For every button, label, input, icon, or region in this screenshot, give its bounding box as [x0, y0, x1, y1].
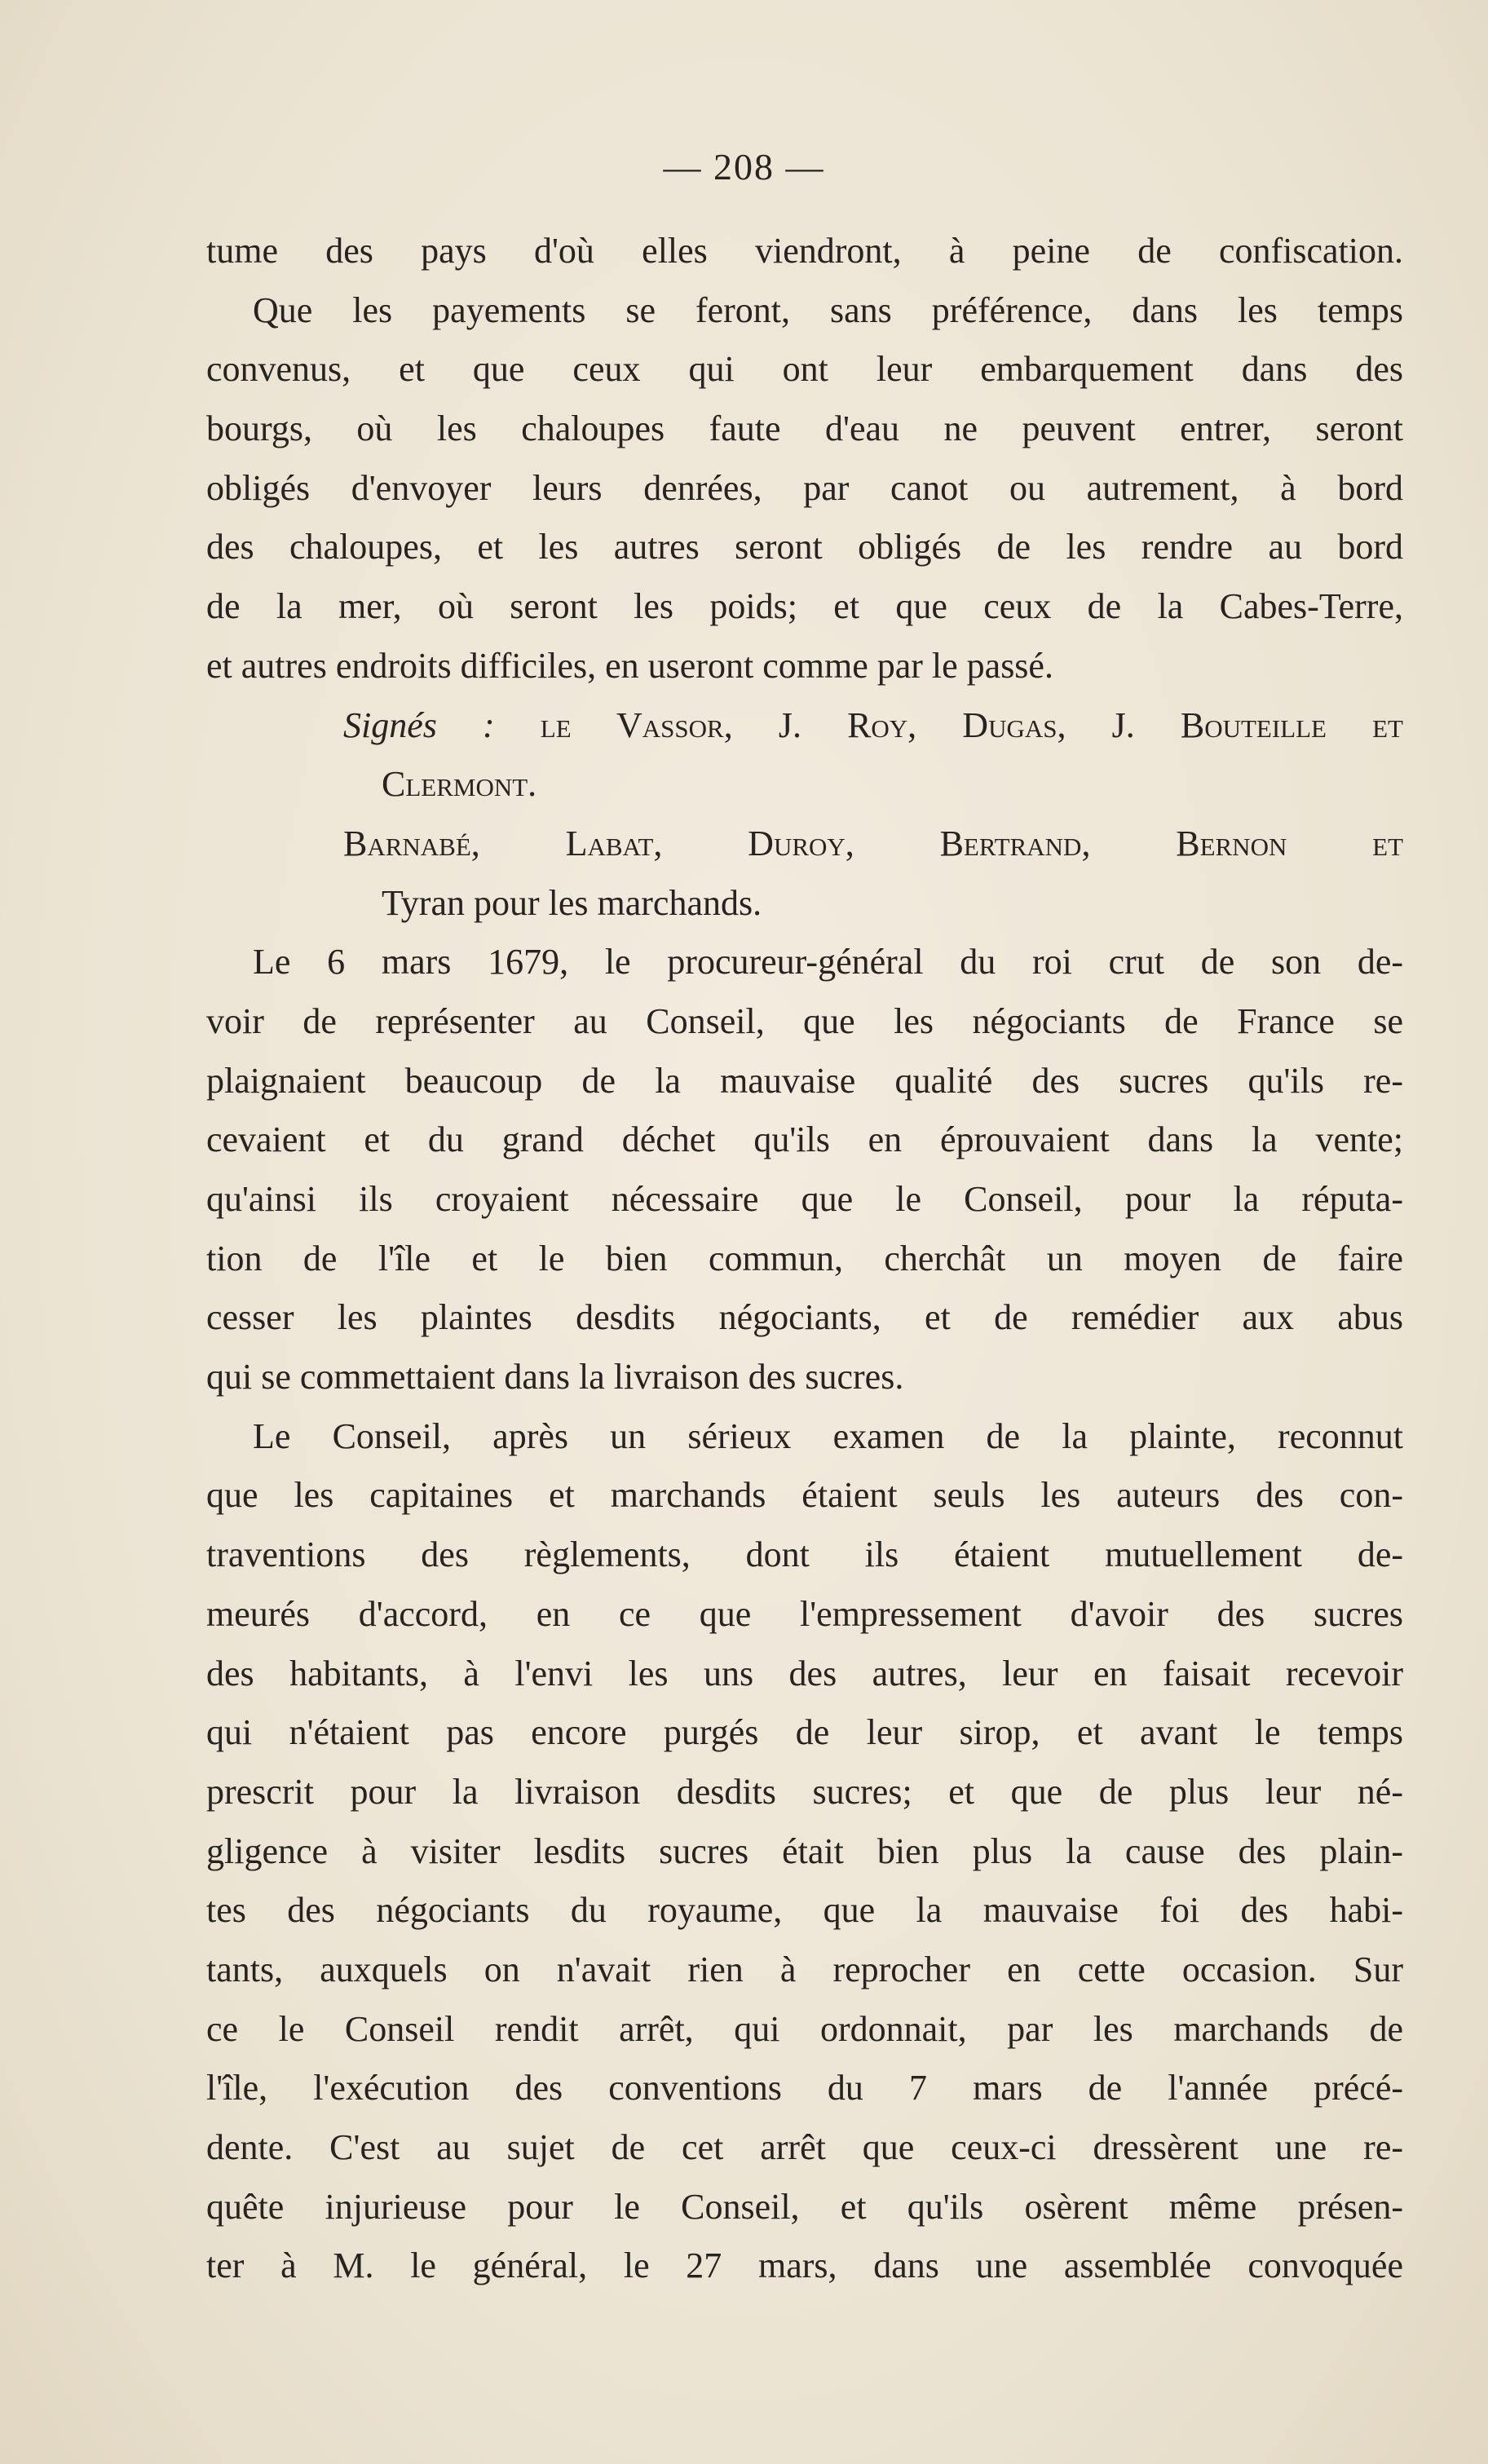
page-number: — 208 —	[663, 146, 825, 188]
text-line: qu'ainsi ils croyaient nécessaire que le Conseil, pour la réputa-	[206, 1179, 1403, 1219]
text-line: plaignaient beaucoup de la mauvaise qualité des sucres qu'ils re-	[206, 1060, 1403, 1101]
paragraph-start-line: Le 6 mars 1679, le procureur-général du roi crut de son de-	[253, 942, 1403, 983]
text-line: tants, auxquels on n'avait rien à reprocher en cette occasion. Sur	[206, 1949, 1403, 1989]
text-line: prescrit pour la livraison desdits sucres; et que de plus leur né-	[206, 1771, 1403, 1812]
text-line: cesser les plaintes desdits négociants, et de remédier aux abus	[206, 1297, 1403, 1338]
signatures-line: Signés : le Vassor, J. Roy, Dugas, J. Bouteille et	[343, 704, 1403, 745]
text-line: bourgs, où les chaloupes faute d'eau ne peuvent entrer, seront	[206, 408, 1403, 449]
text-line: que les capitaines et marchands étaient seuls les auteurs des con-	[206, 1475, 1403, 1516]
text-line: voir de représenter au Conseil, que les négociants de France se	[206, 1000, 1403, 1041]
body-text	[206, 222, 1403, 2296]
text-line: qui se commettaient dans la livraison des sucres.	[206, 1357, 904, 1398]
signatures-line: Tyran pour les marchands.	[382, 882, 762, 923]
text-line: quête injurieuse pour le Conseil, et qu'ils osèrent même présen-	[206, 2186, 1403, 2227]
text-line: des chaloupes, et les autres seront obligés de les rendre au bord	[206, 527, 1403, 567]
text-line: des habitants, à l'envi les uns des autres, leur en faisait recevoir	[206, 1653, 1403, 1693]
text-line: convenus, et que ceux qui ont leur embarquement dans des	[206, 349, 1403, 390]
signatures-line: Barnabé, Labat, Duroy, Bertrand, Bernon et	[343, 823, 1403, 863]
text-line: ter à M. le général, le 27 mars, dans une assemblée convoquée	[206, 2245, 1403, 2286]
text-line: dente. C'est au sujet de cet arrêt que ceux-ci dressèrent une re-	[206, 2127, 1403, 2167]
paragraph-start-line: Que les payements se feront, sans préférence, dans les temps	[253, 289, 1403, 330]
text-line: cevaient et du grand déchet qu'ils en éprouvaient dans la vente;	[206, 1119, 1403, 1160]
text-line: de la mer, où seront les poids; et que ceux de la Cabes-Terre,	[206, 586, 1403, 627]
text-line: traventions des règlements, dont ils étaient mutuellement de-	[206, 1534, 1403, 1575]
paragraph-start-line: Le Conseil, après un sérieux examen de la plainte, reconnut	[253, 1415, 1403, 1456]
text-line: obligés d'envoyer leurs denrées, par canot ou autrement, à bord	[206, 467, 1403, 508]
text-line: meurés d'accord, en ce que l'empressement d'avoir des sucres	[206, 1593, 1403, 1634]
text-line: tes des négociants du royaume, que la mauvaise foi des habi-	[206, 1890, 1403, 1931]
text-line: qui n'étaient pas encore purgés de leur sirop, et avant le temps	[206, 1712, 1403, 1753]
text-line: ce le Conseil rendit arrêt, qui ordonnait, par les marchands de	[206, 2008, 1403, 2049]
text-line: l'île, l'exécution des conventions du 7 mars de l'année précé-	[206, 2068, 1403, 2109]
text-line: et autres endroits difficiles, en useront comme par le passé.	[206, 645, 1053, 686]
text-line: gligence à visiter lesdits sucres était bien plus la cause des plain-	[206, 1830, 1403, 1871]
text-line: tion de l'île et le bien commun, cherchât un moyen de faire	[206, 1238, 1403, 1278]
text-line: tume des pays d'où elles viendront, à peine de confiscation.	[206, 231, 1403, 271]
signatures-line: Clermont.	[382, 764, 537, 805]
